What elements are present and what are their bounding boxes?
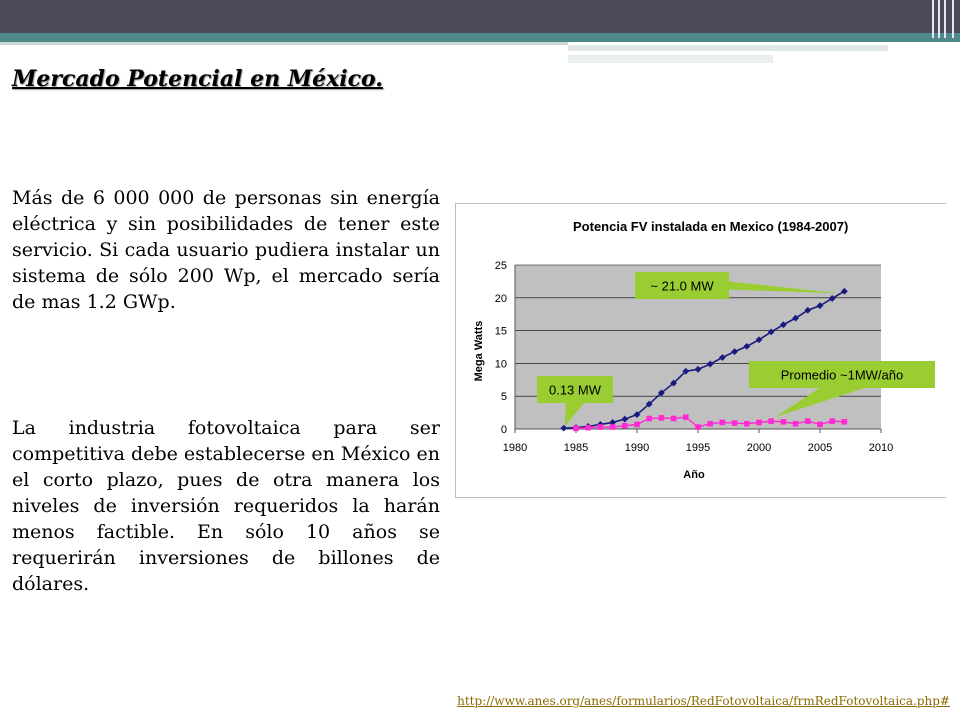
x-tick-label: 1995 <box>685 442 711 454</box>
point-annual <box>732 420 738 426</box>
accent-strip <box>0 33 960 42</box>
y-axis-label: Mega Watts <box>473 320 485 382</box>
point-annual <box>805 418 811 424</box>
x-tick-label: 1980 <box>502 442 528 454</box>
decorative-line <box>0 42 568 45</box>
x-tick-label: 2005 <box>807 442 833 454</box>
paragraph-industry: La industria fotovoltaica para ser competitiva debe establecerse en México en el corto plazo, pues de otra manera los niveles de inversión requeridos la harán menos factible. En sólo 10 años se requerirán inversiones de billones de dólares. <box>12 417 440 595</box>
point-annual <box>671 416 677 422</box>
point-annual <box>598 424 604 430</box>
y-tick-label: 20 <box>494 292 507 305</box>
decorative-line <box>568 55 773 63</box>
pv-capacity-chart <box>456 204 946 497</box>
point-annual <box>659 415 665 421</box>
y-tick-label: 15 <box>494 325 507 338</box>
x-tick-label: 1990 <box>624 442 650 454</box>
slide-title: Mercado Potencial en México. <box>12 66 383 92</box>
point-annual <box>720 420 726 426</box>
point-annual <box>646 416 652 422</box>
point-annual <box>707 421 713 427</box>
paragraph-market: Más de 6 000 000 de personas sin energía eléctrica y sin posibilidades de tener este servicio. Si cada usuario pudiera instalar un sistema de sólo 200 Wp, el mercado sería de mas 1.2 GWp. <box>12 187 440 313</box>
point-annual <box>781 419 787 425</box>
point-annual <box>829 418 835 424</box>
callout-label: Promedio ~1MW/año <box>780 367 904 383</box>
x-axis-label: Año <box>683 469 705 481</box>
x-tick-label: 1985 <box>563 442 589 454</box>
point-annual <box>744 421 750 427</box>
point-annual <box>793 421 799 427</box>
y-tick-label: 5 <box>500 391 507 404</box>
decorative-line <box>568 45 888 51</box>
point-annual <box>695 424 701 430</box>
point-annual <box>610 424 616 430</box>
y-tick-label: 0 <box>500 424 507 436</box>
top-bar <box>0 0 960 33</box>
point-annual <box>634 422 640 428</box>
y-tick-label: 25 <box>494 260 507 272</box>
point-annual <box>573 426 579 432</box>
point-annual <box>683 414 689 420</box>
x-tick-label: 2000 <box>746 442 772 454</box>
point-annual <box>622 423 628 429</box>
decorative-bars <box>930 0 960 38</box>
chart-container <box>455 203 946 498</box>
point-annual <box>817 422 823 428</box>
chart-title: Potencia FV instalada en Mexico (1984-2007) <box>573 219 849 234</box>
callout-label: 0.13 MW <box>548 382 602 398</box>
y-tick-label: 10 <box>494 358 507 371</box>
point-annual <box>585 425 591 431</box>
callout-label: ~ 21.0 MW <box>650 278 714 294</box>
x-tick-label: 2010 <box>868 442 894 454</box>
point-annual <box>768 418 774 424</box>
source-link[interactable]: http://www.anes.org/anes/formularios/RedFotovoltaica/frmRedFotovoltaica.php# <box>457 694 950 708</box>
point-annual <box>756 420 762 426</box>
point-annual <box>842 419 848 425</box>
